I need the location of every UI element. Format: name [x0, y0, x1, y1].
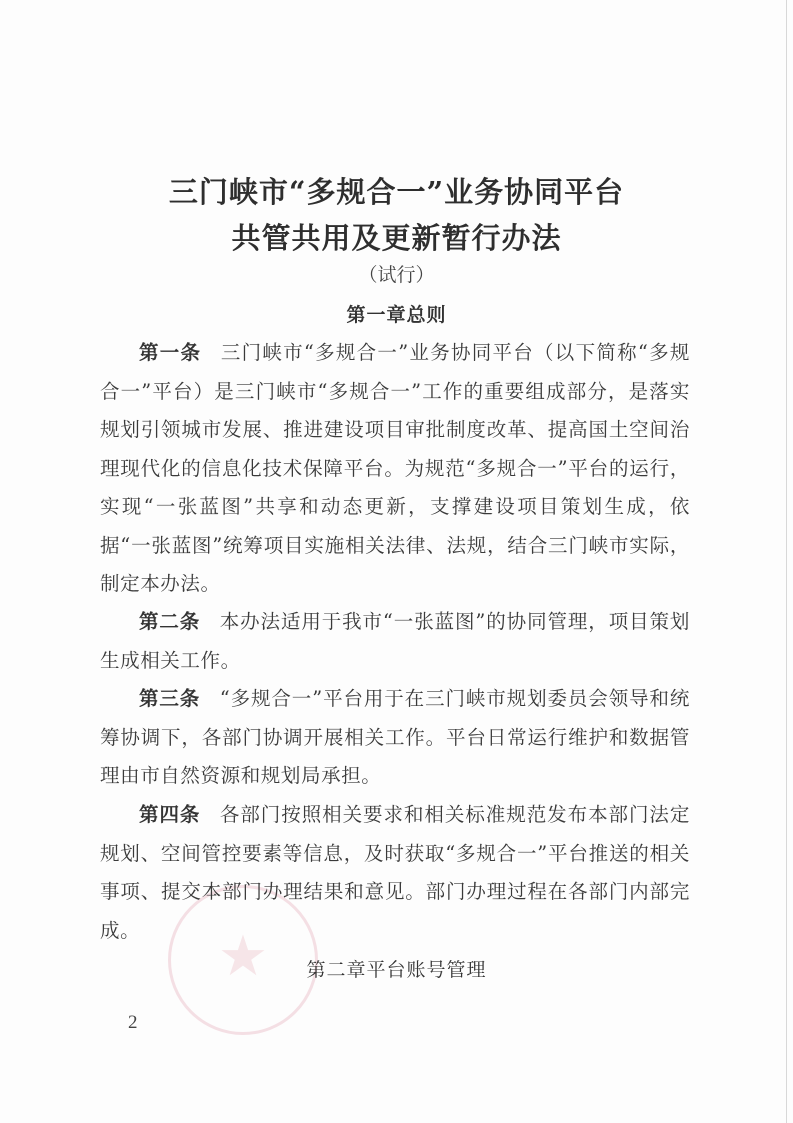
- article-label: 第一条: [139, 341, 202, 364]
- document-title-line-1: 三门峡市“多规合一”业务协同平台: [168, 175, 625, 209]
- page-number: 2: [128, 1012, 138, 1033]
- document-title-line-2: 共管共用及更新暂行办法: [231, 221, 562, 255]
- article-text: 三门峡市“多规合一”业务协同平台（以下简称“多规合一”平台）是三门峡市“多规合一”工作的重要组成部分，是落实规划引领城市发展、推进建设项目审批制度改革、提高国土空间治理现代化的信息化技术保障平台。为规范“多规合一”平台的运行，实现“一张蓝图”共享和动态更新，支撑建设项目策划生成，依据“一张蓝图”统筹项目实施相关法律、法规，结合三门峡市实际，制定本办法。: [100, 341, 690, 595]
- article-text: 本办法适用于我市“一张蓝图”的协同管理，项目策划生成相关工作。: [100, 610, 690, 672]
- article-text: “多规合一”平台用于在三门峡市规划委员会领导和统筹协调下，各部门协调开展相关工作。平台日常运行维护和数据管理由市自然资源和规划局承担。: [100, 687, 690, 787]
- seal-star-icon: ★: [217, 924, 269, 990]
- document-subtitle: （试行）: [358, 264, 435, 286]
- chapter-heading-2: 第二章平台账号管理: [306, 959, 487, 981]
- chapter-heading-1: 第一章总则: [346, 304, 447, 326]
- article-label: 第三条: [139, 687, 201, 710]
- article-text: 各部门按照相关要求和相关标准规范发布本部门法定规划、空间管控要素等信息，及时获取“多规合一”平台推送的相关事项、提交本部门办理结果和意见。部门办理过程在各部门内部完成。: [100, 803, 690, 942]
- article-label: 第二条: [139, 610, 201, 633]
- article-4: [100, 796, 690, 950]
- article-1: [100, 334, 690, 604]
- article-3: [100, 680, 690, 796]
- article-label: 第四条: [139, 803, 201, 826]
- article-2: [100, 603, 690, 680]
